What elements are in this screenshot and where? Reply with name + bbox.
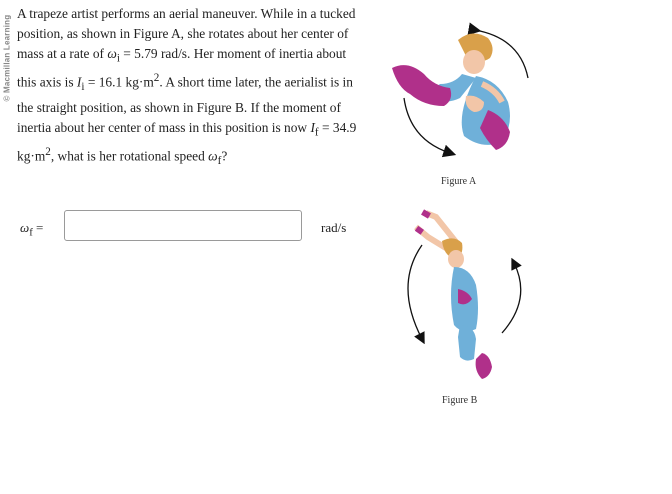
omega-subscript: f [217,155,222,168]
rotation-arrow-icon [404,98,450,153]
problem-statement [17,4,362,172]
figure-b-illustration [398,205,528,385]
unit-label: rad/s [321,220,347,235]
superscript-two: 2 [45,146,51,159]
omega-symbol: ω [20,220,30,235]
superscript-two: 2 [153,72,160,85]
problem-text: . A short time later, the aerialist is in the straight position, as shown in Figure B. If the moment of inertia about her center of mass in this position is now [17,74,353,135]
omega-subscript: f [29,226,33,239]
aerialist-tucked [392,33,510,150]
inertia-i-value: = 16.1 kg·m [84,74,154,90]
answer-input[interactable] [64,210,302,241]
rotation-arrow-icon [502,263,521,333]
answer-label [20,220,43,239]
aerialist-straight [415,209,492,379]
inertia-f-value: = 34.9 kg·m [17,119,357,164]
figure-a-illustration [380,18,540,163]
figure-b-caption: Figure B [442,395,478,406]
question-mark: ? [221,148,228,164]
omega-symbol: ω [107,45,117,61]
figure-a-caption: Figure A [441,176,477,187]
problem-text: , what is her rotational speed [50,148,209,164]
problem-text: A trapeze artist performs an aerial maneuver. While in a tucked position, as shown in Figure A, she rotates about her center of mass at a rate of [17,6,356,61]
copyright-credit: © Macmillan Learning [2,14,12,102]
inertia-symbol: I [310,119,315,135]
inertia-subscript: i [81,81,85,94]
omega-i-value: = 5.79 rad/s. Her moment of inertia about this axis is [17,45,347,90]
inertia-symbol: I [76,74,82,90]
equals-sign: = [32,220,44,235]
omega-subscript: i [116,52,120,65]
omega-symbol: ω [208,148,218,164]
rotation-arrow-icon [408,245,422,339]
inertia-subscript: f [314,126,319,139]
